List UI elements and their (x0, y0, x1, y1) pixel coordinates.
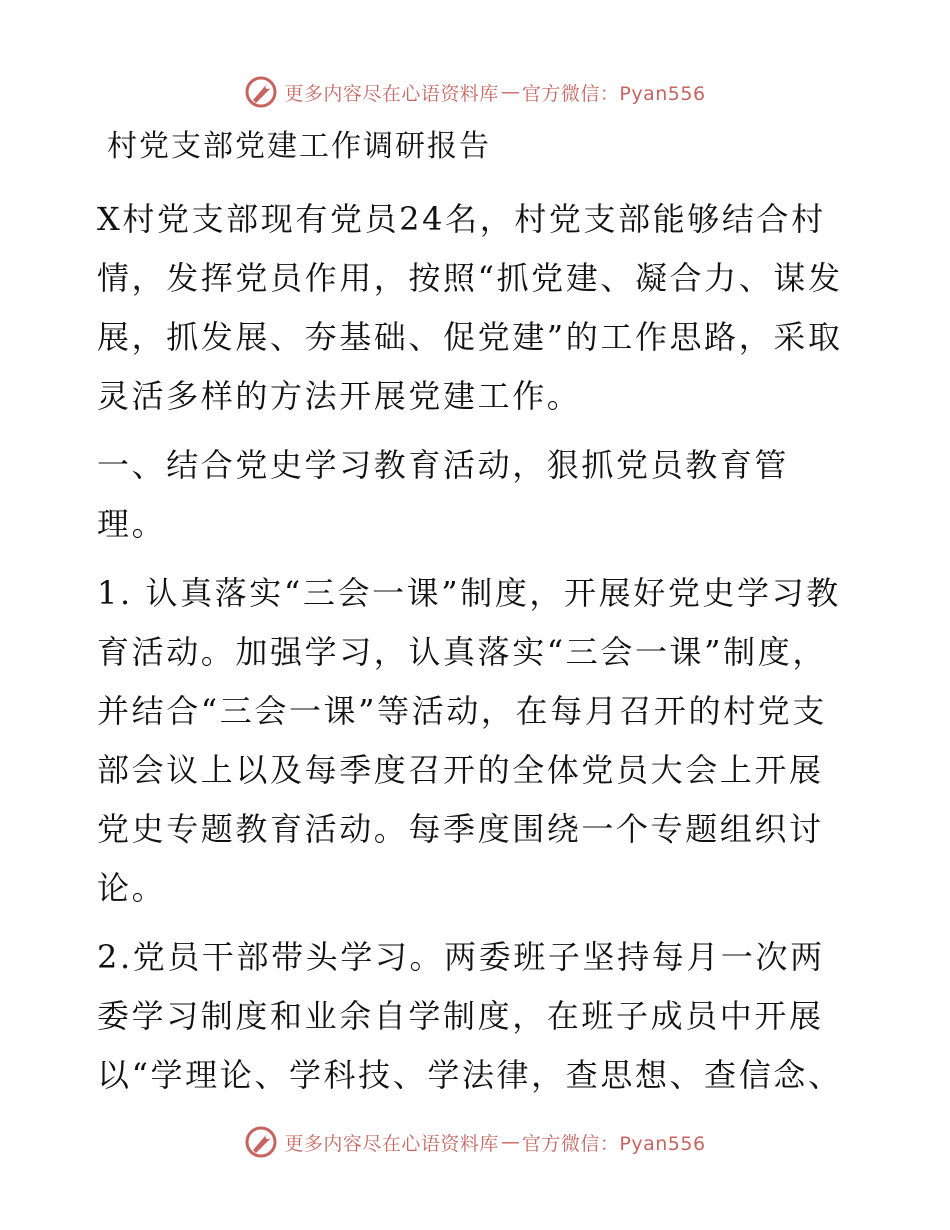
watermark-suffix: 官方微信：Pyan556 (521, 1132, 706, 1155)
watermark-text: 更多内容尽在心语资料库 (284, 82, 499, 105)
pen-nib-logo-icon (244, 75, 278, 109)
watermark-footer (0, 1122, 950, 1162)
watermark-separator: — (500, 1131, 520, 1153)
watermark-text: 更多内容尽在心语资料库 (284, 1132, 499, 1155)
document-body (97, 122, 857, 1115)
paragraph-item-one: 1. 认真落实“三会一课”制度，开展好党史学习教育活动。加强学习，认真落实“三会一课”制度，并结合“三会一课”等活动，在每月召开的村党支部会议上以及每季度召开的全体党员大会上开展党史专题教育活动。每季度围绕一个专题组织讨论。 (97, 574, 841, 907)
paragraph-item-two: 2.党员干部带头学习。两委班子坚持每月一次两委学习制度和业余自学制度，在班子成员中开展以“学理论、学科技、学法律，查思想、查信念、 (97, 938, 843, 1094)
paragraph-section-one-heading: 一、结合党史学习教育活动，狠抓党员教育管理。 (97, 446, 790, 543)
paragraph-intro: X村党支部现有党员24名，村党支部能够结合村情，发挥党员作用，按照“抓党建、凝合力、谋发展，抓发展、夯基础、促党建”的工作思路，采取灵活多样的方法开展党建工作。 (97, 200, 843, 415)
watermark-header (0, 72, 950, 112)
watermark-suffix: 官方微信：Pyan556 (521, 82, 706, 105)
document-title: 村党支部党建工作调研报告 (107, 129, 491, 164)
pen-nib-logo-icon (244, 1125, 278, 1159)
watermark-separator: — (500, 81, 520, 103)
